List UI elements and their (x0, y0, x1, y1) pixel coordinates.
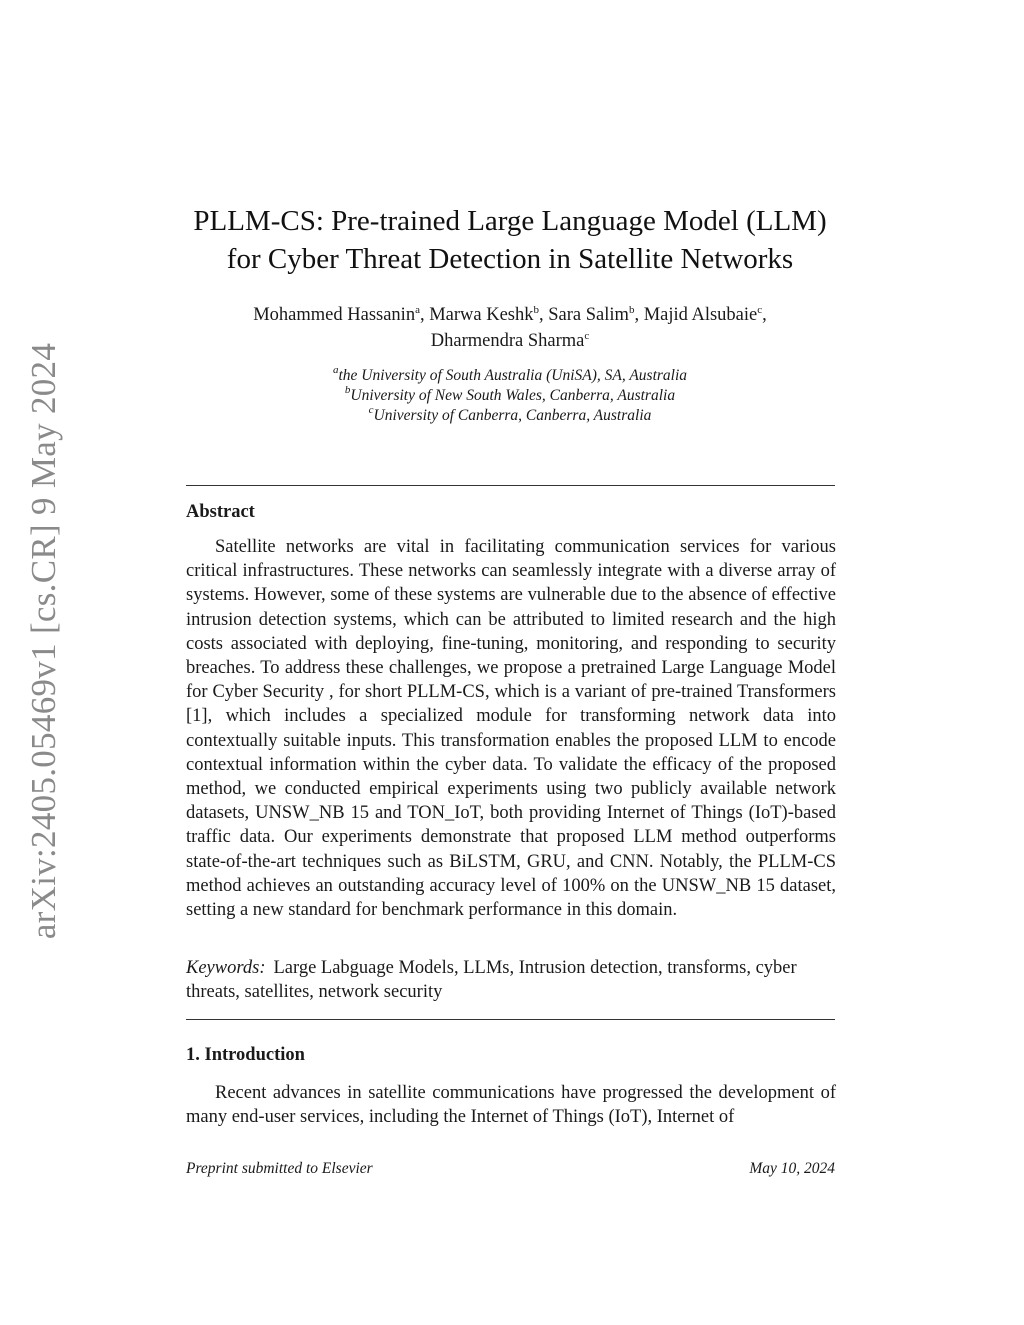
author-line-1 (150, 302, 870, 328)
author-separator: , (539, 305, 549, 325)
author-separator: , (762, 305, 767, 325)
author-affil-mark: a (415, 304, 420, 316)
author-separator: , (419, 305, 430, 325)
affiliation-mark: b (344, 384, 351, 396)
paper-title (150, 202, 870, 278)
affiliation-list (150, 366, 870, 426)
affiliation-mark: a (332, 364, 339, 376)
affiliation-item (150, 366, 870, 386)
author-affil-mark: b (628, 304, 635, 316)
author-line-2 (150, 328, 870, 354)
keywords-text: Large Labguage Models, LLMs, Intrusion detection, transforms, cyber threats, satellites, network security (186, 958, 797, 1003)
abstract-bottom-rule (186, 1019, 835, 1020)
author-name: Dharmendra Sharma (430, 331, 585, 351)
keywords-block (186, 956, 826, 1004)
abstract-top-rule (186, 485, 835, 486)
affiliation-text: University of New South Wales, Canberra, Australia (350, 387, 676, 404)
affiliation-mark: c (368, 404, 374, 416)
author-name: Majid Alsubaie (643, 305, 758, 325)
author-name: Marwa Keshk (429, 305, 534, 325)
footer-date: May 10, 2024 (749, 1160, 835, 1177)
author-separator: , (634, 305, 644, 325)
author-affil-mark: c (584, 330, 590, 342)
keywords-label: Keywords: (186, 958, 266, 978)
arxiv-id-text: arXiv:2405.05469v1 [cs.CR] 9 May 2024 (24, 342, 64, 940)
section-heading-introduction: 1. Introduction (186, 1045, 305, 1065)
affiliation-item (150, 406, 870, 426)
introduction-text: Recent advances in satellite communications have progressed the development of many end-user services, including the Internet of Things (IoT), Internet of (186, 1083, 836, 1128)
affiliation-item (150, 386, 870, 406)
affiliation-text: University of Canberra, Canberra, Australia (373, 407, 652, 424)
title-line-2: for Cyber Threat Detection in Satellite Networks (226, 243, 794, 275)
author-affil-mark: b (533, 304, 540, 316)
author-list (150, 302, 870, 354)
affiliation-text: the University of South Australia (UniSA), SA, Australia (338, 367, 688, 384)
abstract-text: Satellite networks are vital in facilitating communication services for various critical infrastructures. These networks can seamlessly integrate with a diverse array of systems. However, some of these systems are vulnerable due to the absence of effective intrusion detection systems, which can be attributed to limited research and the high costs associated with deploying, fine-tuning, monitoring, and responding to security breaches. To address these challenges, we propose a pretrained Large Language Model for Cyber Security , for short PLLM-CS, which is a variant of pre-trained Transformers [1], which includes a specialized module for transforming network data into contextually suitable inputs. This transformation enables the proposed LLM to encode contextual information within the cyber data. To validate the efficacy of the proposed method, we conducted empirical experiments using two publicly available network datasets, UNSW_NB 15 and TON_IoT, both providing Internet of Things (IoT)-based traffic data. Our experiments demonstrate that proposed LLM method outperforms state-of-the-art techniques such as BiLSTM, GRU, and CNN. Notably, the PLLM-CS method achieves an outstanding accuracy level of 100% on the UNSW_NB 15 dataset, setting a new standard for benchmark performance in this domain. (186, 537, 836, 921)
author-affil-mark: c (757, 304, 763, 316)
abstract-heading: Abstract (186, 502, 255, 522)
footer-preprint-note: Preprint submitted to Elsevier (186, 1160, 373, 1177)
arxiv-identifier-stamp (20, 342, 68, 940)
title-line-1: PLLM-CS: Pre-trained Large Language Model (LLM) (193, 205, 827, 237)
author-name: Mohammed Hassanin (253, 305, 416, 325)
author-name: Sara Salim (548, 305, 629, 325)
